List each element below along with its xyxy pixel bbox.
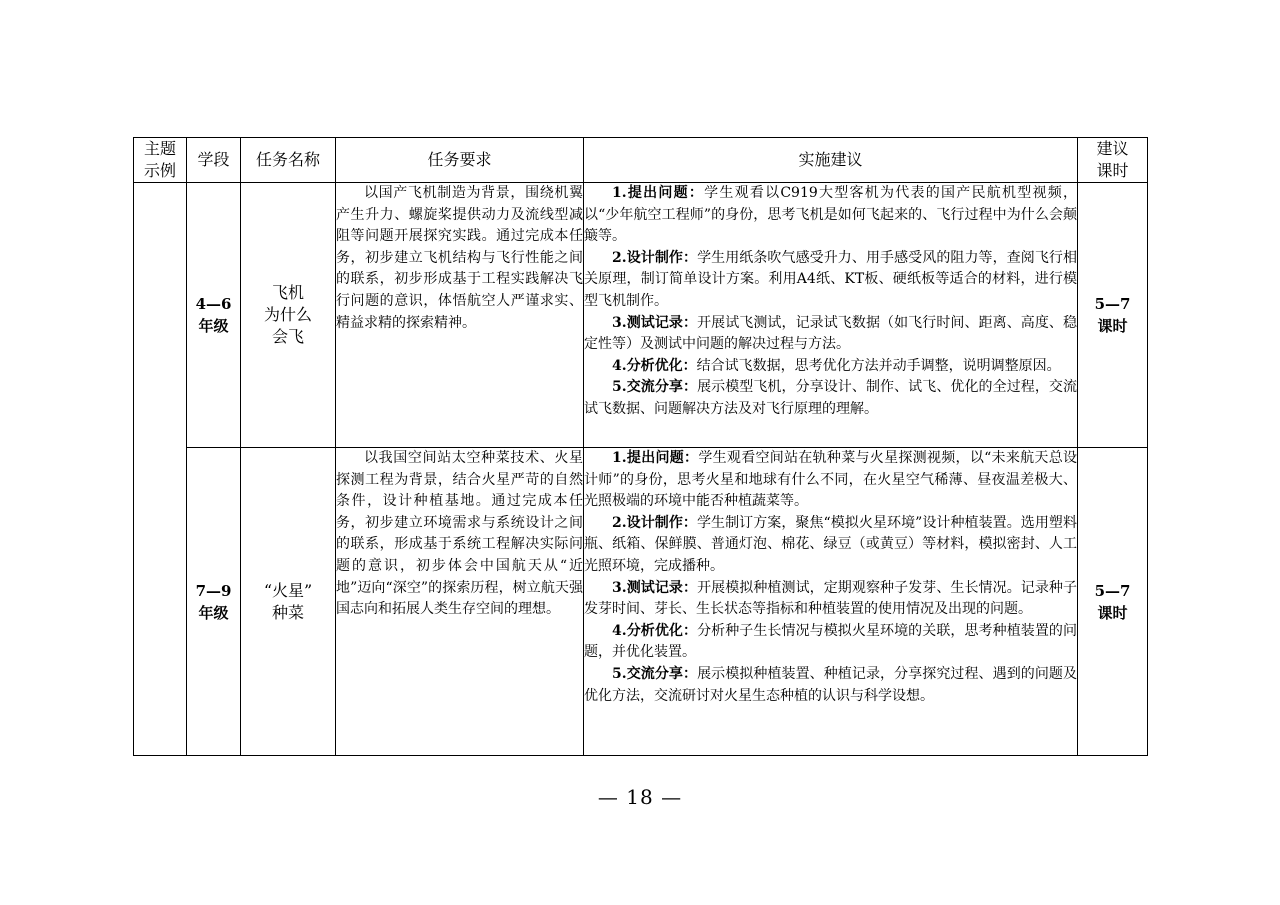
header-task-name: 任务名称 bbox=[241, 138, 336, 183]
implementation-cell bbox=[584, 448, 1078, 756]
implementation-cell bbox=[584, 183, 1078, 448]
page-number: — 18 — bbox=[597, 785, 683, 809]
step-item: 1.提出问题：学生观看空间站在轨种菜与火星探测视频，以“未来航天总设计师”的身份，思考火星和地球有什么不同，在火星空气稀薄、昼夜温差极大、光照极端的环境中能否种植蔬菜等。 bbox=[584, 450, 1077, 510]
task-requirement-cell: 以国产飞机制造为背景，围绕机翼产生升力、螺旋桨提供动力及流线型减阻等问题开展探究实践。通过完成本任务，初步建立飞机结构与飞行性能之间的联系，初步形成基于工程实践解决飞行问题的意识，体悟航空人严谨求实、精益求精的探索精神。 bbox=[336, 183, 584, 448]
step-item: 2.设计制作：学生制订方案，聚焦“模拟火星环境”设计种植装置。选用塑料瓶、纸箱、保鲜膜、普通灯泡、棉花、绿豆（或黄豆）等材料，模拟密封、人工光照环境，完成播种。 bbox=[584, 514, 1077, 574]
step-item: 3.测试记录：开展试飞测试，记录试飞数据（如飞行时间、距离、高度、稳定性等）及测试中问题的解决过程与方法。 bbox=[584, 314, 1077, 353]
step-item: 3.测试记录：开展模拟种植测试，定期观察种子发芽、生长情况。记录种子发芽时间、芽长、生长状态等指标和种植装置的使用情况及出现的问题。 bbox=[584, 579, 1077, 618]
table-row bbox=[134, 448, 1148, 756]
step-item: 2.设计制作：学生用纸条吹气感受升力、用手感受风的阻力等，查阅飞行相关原理，制订简单设计方案。利用A4纸、KT板、硬纸板等适合的材料，进行模型飞机制作。 bbox=[584, 249, 1077, 309]
step-item: 1.提出问题：学生观看以C919大型客机为代表的国产民航机型视频，以“少年航空工程师”的身份，思考飞机是如何飞起来的、飞行过程中为什么会颠簸等。 bbox=[584, 185, 1077, 245]
theme-cell bbox=[134, 183, 187, 756]
table-row bbox=[134, 183, 1148, 448]
header-implementation: 实施建议 bbox=[584, 138, 1078, 183]
curriculum-table bbox=[133, 137, 1148, 756]
step-item: 5.交流分享：展示模型飞机，分享设计、制作、试飞、优化的全过程，交流试飞数据、问题解决方法及对飞行原理的理解。 bbox=[584, 379, 1077, 417]
step-item: 4.分析优化：分析种子生长情况与模拟火星环境的关联，思考种植装置的问题，并优化装置。 bbox=[584, 622, 1077, 661]
table-header-row bbox=[134, 138, 1148, 183]
hours-cell: 5—7 课时 bbox=[1078, 183, 1148, 448]
task-requirement-cell: 以我国空间站太空种菜技术、火星探测工程为背景，结合火星严苛的自然条件，设计种植基地。通过完成本任务，初步建立环境需求与系统设计之间的联系，形成基于系统工程解决实际问题的意识，初步体会中国航天从“近地”迈向“深空”的探索历程，树立航天强国志向和拓展人类生存空间的理想。 bbox=[336, 448, 584, 756]
step-item: 5.交流分享：展示模拟种植装置、种植记录，分享探究过程、遇到的问题及优化方法，交流研讨对火星生态种植的认识与科学设想。 bbox=[584, 665, 1077, 704]
header-task-requirement: 任务要求 bbox=[336, 138, 584, 183]
header-stage: 学段 bbox=[187, 138, 241, 183]
hours-cell: 5—7 课时 bbox=[1078, 448, 1148, 756]
stage-cell: 4—6 年级 bbox=[187, 183, 241, 448]
task-name-cell: 飞机 为什么 会飞 bbox=[241, 183, 336, 448]
task-name-cell: “火星” 种菜 bbox=[241, 448, 336, 756]
stage-cell: 7—9 年级 bbox=[187, 448, 241, 756]
step-item: 4.分析优化：结合试飞数据，思考优化方法并动手调整，说明调整原因。 bbox=[612, 357, 1061, 374]
header-theme: 主题 示例 bbox=[134, 138, 187, 183]
header-hours: 建议 课时 bbox=[1078, 138, 1148, 183]
